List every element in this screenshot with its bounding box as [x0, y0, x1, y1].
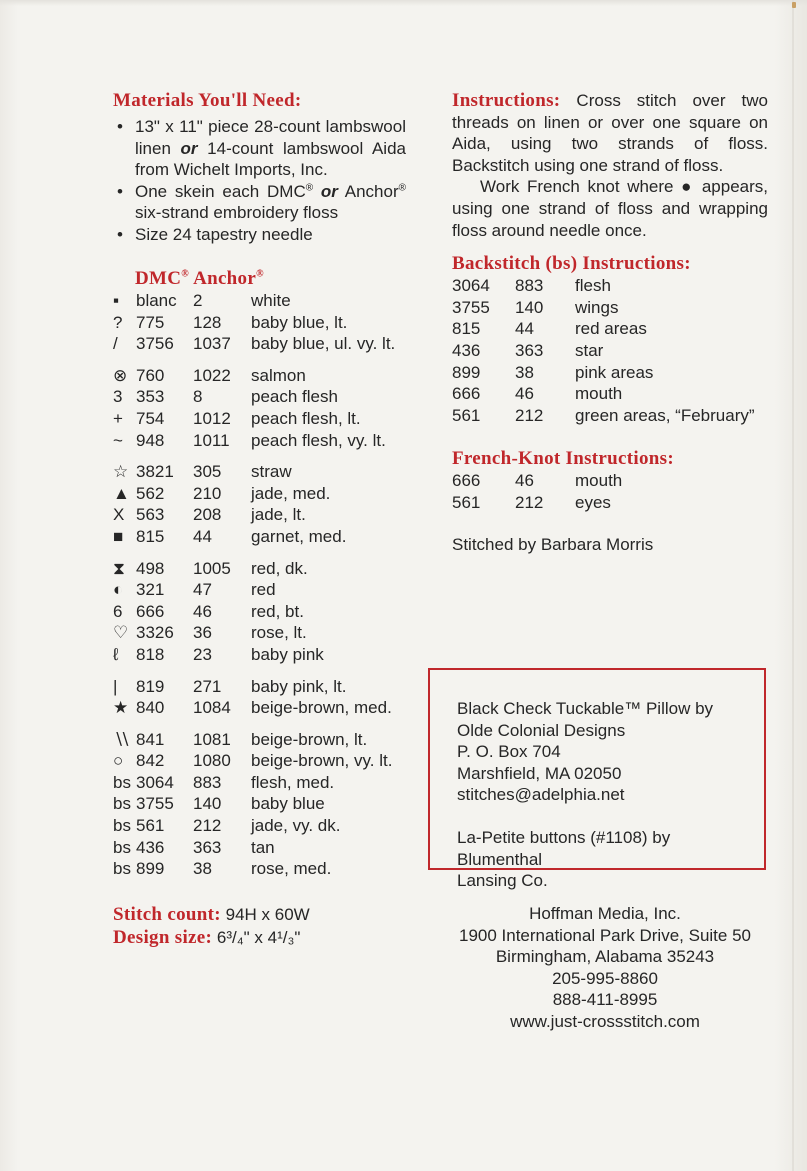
- floss-table-header: DMC® Anchor®: [135, 268, 264, 289]
- floss-row: [113, 461, 406, 483]
- anchor-number: 128: [193, 312, 222, 332]
- floss-row: [113, 558, 406, 580]
- stitch-count-line: [113, 903, 406, 926]
- stitch-symbol: ○: [113, 751, 124, 771]
- stitch-symbol: ◐: [113, 580, 124, 600]
- anchor-number: 46: [193, 601, 212, 621]
- anchor-number: 38: [515, 362, 534, 382]
- stitch-symbol: bs: [113, 816, 131, 836]
- dmc-number: 3064: [136, 772, 174, 792]
- anchor-number: 44: [515, 319, 534, 339]
- dmc-number: 3821: [136, 462, 174, 482]
- anchor-number: 212: [515, 405, 544, 425]
- area-description: pink areas: [575, 362, 654, 382]
- anchor-number: 38: [193, 859, 212, 879]
- area-description: red areas: [575, 319, 647, 339]
- anchor-number: 46: [515, 384, 534, 404]
- area-description: eyes: [575, 492, 611, 512]
- floss-row: [113, 858, 406, 880]
- anchor-number: 883: [515, 276, 544, 296]
- dmc-number: 436: [136, 837, 165, 857]
- scan-page-edge: [792, 0, 794, 1171]
- stitch-count-value: 94H x 60W: [225, 904, 310, 924]
- stitch-symbol: ∖∖: [113, 729, 126, 749]
- color-name: rose, med.: [251, 859, 332, 879]
- instructions-text-1: Cross stitch over two threads on linen or over one square on Aida, using two strands of floss. Backstitch using one strand of floss.: [452, 91, 768, 175]
- dmc-number: 3756: [136, 334, 174, 354]
- stitch-symbol: ▪: [113, 291, 120, 310]
- stitch-count-label: Stitch count:: [113, 903, 221, 925]
- stitch-symbol: bs: [113, 794, 131, 814]
- dmc-number: 321: [136, 580, 165, 600]
- backstitch-row: [452, 362, 768, 384]
- color-name: jade, vy. dk.: [251, 816, 341, 836]
- floss-row: [113, 601, 406, 623]
- anchor-number: 208: [193, 505, 222, 525]
- color-name: straw: [251, 462, 292, 482]
- color-name: beige-brown, med.: [251, 698, 392, 718]
- anchor-number: 212: [515, 492, 544, 512]
- design-size-line: [113, 926, 406, 949]
- anchor-number: 2: [193, 291, 203, 310]
- backstitch-row: [452, 340, 768, 362]
- dmc-number: 562: [136, 483, 165, 503]
- anchor-number: 363: [515, 340, 544, 360]
- stitch-symbol: ?: [113, 312, 123, 332]
- stitch-symbol: ⊗: [113, 365, 128, 385]
- anchor-number: 46: [515, 471, 534, 491]
- anchor-number: 363: [193, 837, 222, 857]
- dmc-number: 3755: [452, 297, 490, 317]
- color-name: red, bt.: [251, 601, 304, 621]
- color-name: baby pink: [251, 644, 324, 664]
- floss-table: [113, 290, 406, 880]
- anchor-number: 47: [193, 580, 212, 600]
- publisher-city: Birmingham, Alabama 35243: [495, 947, 715, 967]
- floss-row: [113, 504, 406, 526]
- floss-row: [113, 729, 406, 751]
- color-name: jade, med.: [251, 483, 331, 503]
- backstitch-section: [452, 253, 768, 426]
- anchor-number: 305: [193, 462, 222, 482]
- buttons-credit-line: La-Petite buttons (#1108) by Blumenthal: [457, 827, 671, 869]
- dmc-number: 436: [452, 340, 481, 360]
- instructions-text-2: Work French knot where ● appears, using one strand of floss and wrapping floss around needle once.: [452, 177, 768, 240]
- area-description: mouth: [575, 384, 623, 404]
- materials-item: • 13" x 11" piece 28-count lambswool linen or 14-count lambswool Aida from Wichelt Imports, Inc.: [113, 116, 406, 181]
- anchor-number: 212: [193, 816, 222, 836]
- floss-row: [113, 772, 406, 794]
- anchor-number: 140: [193, 794, 222, 814]
- publisher-name: Hoffman Media, Inc.: [529, 904, 681, 923]
- stitch-symbol: bs: [113, 837, 131, 857]
- backstitch-row: [452, 297, 768, 319]
- scan-artifact-speck: [792, 2, 796, 8]
- dmc-number: 561: [452, 405, 481, 425]
- dmc-number: 754: [136, 408, 165, 428]
- stitch-symbol: ■: [113, 526, 124, 546]
- publisher-phone-tollfree: 888-411-8995: [552, 990, 658, 1010]
- stitch-symbol: X: [113, 505, 125, 525]
- stitch-symbol: ☆: [113, 462, 129, 482]
- anchor-number: 1081: [193, 729, 231, 749]
- dmc-number: 815: [136, 526, 165, 546]
- stitch-symbol: bs: [113, 859, 131, 879]
- stitch-symbol: bs: [113, 772, 131, 792]
- color-name: rose, lt.: [251, 623, 307, 643]
- stitch-symbol: ⧗: [113, 558, 125, 578]
- anchor-number: 36: [193, 623, 212, 643]
- color-name: red: [251, 580, 276, 600]
- design-size-label: Design size:: [113, 926, 213, 948]
- color-name: baby blue: [251, 794, 325, 814]
- dmc-number: 666: [452, 384, 481, 404]
- french-knot-row: [452, 470, 768, 492]
- backstitch-row: [452, 275, 768, 297]
- counts-section: [113, 903, 406, 949]
- materials-item: • One skein each DMC® or Anchor® six-strand embroidery floss: [113, 181, 406, 224]
- dmc-number: 842: [136, 751, 165, 771]
- floss-row: [113, 365, 406, 387]
- stitcher-credit: Stitched by Barbara Morris: [452, 534, 654, 554]
- stitch-symbol: ~: [113, 430, 123, 450]
- backstitch-row: [452, 318, 768, 340]
- anchor-number: 1037: [193, 334, 231, 354]
- floss-row: [113, 837, 406, 859]
- dmc-number: 948: [136, 430, 165, 450]
- floss-row: [113, 815, 406, 837]
- instructions-heading: Instructions:: [452, 90, 561, 111]
- anchor-number: 23: [193, 644, 212, 664]
- backstitch-table: [452, 275, 768, 426]
- french-knot-section: [452, 448, 768, 513]
- stitch-symbol: ▲: [113, 483, 130, 503]
- floss-row: [113, 312, 406, 334]
- stitch-symbol: ★: [113, 698, 129, 718]
- area-description: flesh: [575, 276, 611, 296]
- anchor-number: 1084: [193, 698, 231, 718]
- dmc-number: 899: [136, 859, 165, 879]
- anchor-number: 1012: [193, 408, 231, 428]
- anchor-number: 271: [193, 676, 222, 696]
- anchor-number: 8: [193, 387, 203, 407]
- french-knot-row: [452, 492, 768, 514]
- color-name: peach flesh, lt.: [251, 408, 361, 428]
- design-size-value: 6³/₄" x 4¹/₃": [216, 927, 301, 947]
- floss-row: [113, 750, 406, 772]
- stitch-symbol: ℓ: [113, 644, 119, 664]
- backstitch-row: [452, 383, 768, 405]
- dmc-number: 3326: [136, 623, 174, 643]
- dmc-number: 775: [136, 312, 165, 332]
- anchor-number: 44: [193, 526, 212, 546]
- color-name: beige-brown, vy. lt.: [251, 751, 393, 771]
- dmc-number: 760: [136, 365, 165, 385]
- anchor-number: 1005: [193, 558, 231, 578]
- anchor-number: 1011: [193, 430, 230, 450]
- publisher-address: 1900 International Park Drive, Suite 50: [458, 925, 751, 945]
- color-name: baby blue, ul. vy. lt.: [251, 334, 396, 354]
- publisher-block: [440, 903, 770, 1033]
- anchor-number: 1080: [193, 751, 231, 771]
- materials-item: • Size 24 tapestry needle: [113, 224, 406, 246]
- dmc-number: 841: [136, 729, 165, 749]
- stitch-symbol: /: [113, 334, 118, 354]
- french-knot-heading: French-Knot Instructions:: [452, 448, 674, 470]
- left-column: [113, 90, 406, 949]
- stitch-symbol: 6: [113, 601, 123, 621]
- area-description: mouth: [575, 471, 623, 491]
- color-name: jade, lt.: [251, 505, 306, 525]
- color-name: baby blue, lt.: [251, 312, 348, 332]
- floss-row: [113, 408, 406, 430]
- color-name: beige-brown, lt.: [251, 729, 368, 749]
- buttons-credit-line: Lansing Co.: [457, 871, 548, 891]
- stitch-symbol: ♡: [113, 623, 129, 643]
- supplier-line: Black Check Tuckable™ Pillow by: [457, 699, 714, 718]
- color-name: peach flesh: [251, 387, 338, 407]
- color-name: red, dk.: [251, 558, 308, 578]
- dmc-number: 815: [452, 319, 481, 339]
- dmc-number: blanc: [136, 291, 177, 310]
- floss-row: [113, 676, 406, 698]
- dmc-number: 561: [452, 492, 481, 512]
- supplier-line: Olde Colonial Designs: [457, 720, 626, 740]
- anchor-number: 883: [193, 772, 222, 792]
- color-name: garnet, med.: [251, 526, 347, 546]
- floss-row: [113, 333, 406, 355]
- stitch-symbol: +: [113, 408, 123, 428]
- stitch-symbol: |: [113, 676, 118, 696]
- floss-row: [113, 697, 406, 719]
- floss-row: [113, 430, 406, 452]
- instructions-paragraph-1: [452, 90, 768, 176]
- instructions-section: [452, 90, 768, 241]
- anchor-number: 1022: [193, 365, 231, 385]
- floss-row: [113, 579, 406, 601]
- dmc-number: 840: [136, 698, 165, 718]
- publisher-website: www.just-crossstitch.com: [510, 1011, 700, 1031]
- dmc-number: 561: [136, 816, 165, 836]
- materials-list: [113, 116, 406, 245]
- dmc-number: 899: [452, 362, 481, 382]
- color-name: salmon: [251, 365, 306, 385]
- floss-row: [113, 290, 406, 312]
- dmc-number: 666: [452, 471, 481, 491]
- dmc-number: 498: [136, 558, 165, 578]
- dmc-number: 666: [136, 601, 165, 621]
- floss-row: [113, 386, 406, 408]
- supplier-line: Marshfield, MA 02050: [457, 763, 622, 783]
- dmc-number: 818: [136, 644, 165, 664]
- supplier-info-box: [428, 668, 766, 891]
- anchor-number: 140: [515, 297, 544, 317]
- floss-row: [113, 793, 406, 815]
- dmc-number: 563: [136, 505, 165, 525]
- french-knot-table: [452, 470, 768, 513]
- floss-row: [113, 622, 406, 644]
- stitch-symbol: 3: [113, 387, 123, 407]
- color-name: peach flesh, vy. lt.: [251, 430, 386, 450]
- floss-row: [113, 526, 406, 548]
- color-name: white: [251, 291, 291, 310]
- area-description: green areas, “February”: [575, 405, 755, 425]
- dmc-number: 819: [136, 676, 165, 696]
- materials-heading: Materials You'll Need:: [113, 90, 302, 111]
- area-description: star: [575, 340, 604, 360]
- materials-section: [113, 90, 406, 245]
- color-name: tan: [251, 837, 275, 857]
- area-description: wings: [575, 297, 619, 317]
- color-name: flesh, med.: [251, 772, 335, 792]
- backstitch-row: [452, 405, 768, 427]
- backstitch-heading: Backstitch (bs) Instructions:: [452, 253, 691, 275]
- instructions-paragraph-2: [452, 176, 768, 241]
- right-column: [452, 90, 768, 555]
- color-name: baby pink, lt.: [251, 676, 347, 696]
- publisher-phone: 205-995-8860: [552, 968, 658, 988]
- supplier-line: P. O. Box 704: [457, 742, 561, 762]
- dmc-number: 3064: [452, 276, 490, 296]
- floss-color-key: [113, 268, 406, 880]
- floss-row: [113, 644, 406, 666]
- anchor-number: 210: [193, 483, 222, 503]
- dmc-number: 3755: [136, 794, 174, 814]
- dmc-number: 353: [136, 387, 165, 407]
- floss-row: [113, 483, 406, 505]
- supplier-email: stitches@adelphia.net: [457, 785, 625, 805]
